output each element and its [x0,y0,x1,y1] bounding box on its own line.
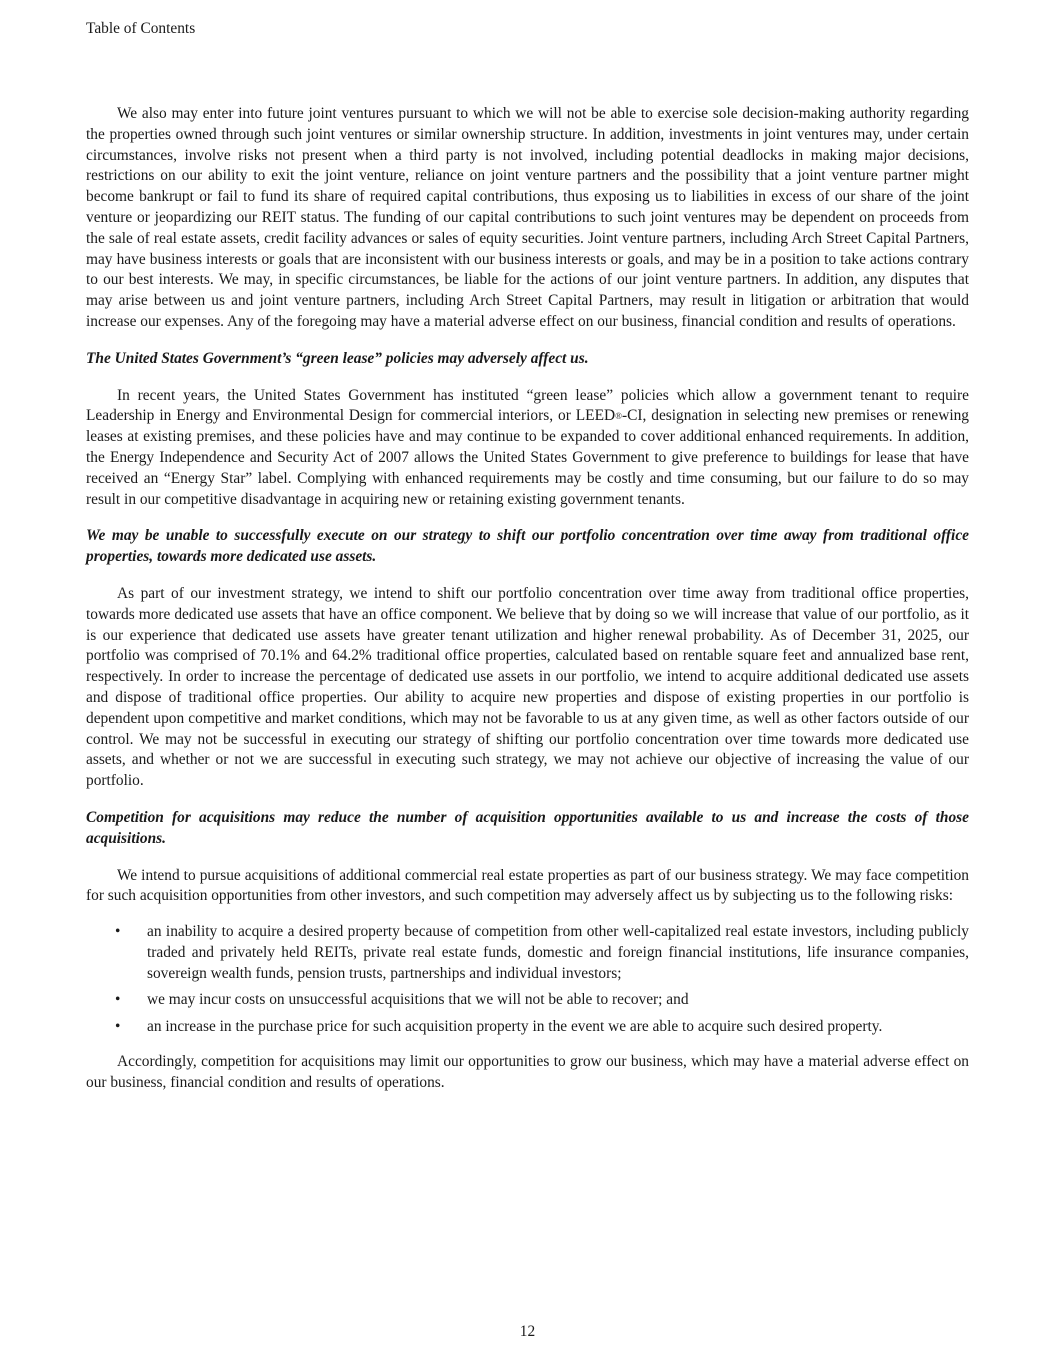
joint-ventures-paragraph: We also may enter into future joint ventures pursuant to which we will not be able to exercise sole decision-making authority regarding the properties owned through such joint ventures or similar ownership structure. In addition, investments in joint ventures may, under certain circumstances, involve risks not present when a third party is not involved, including potential deadlocks in making major decisions, restrictions on our ability to exit the joint venture, reliance on joint venture partners and the possibility that a joint venture partner might become bankrupt or fail to fund its share of required capital contributions, thus exposing us to liabilities in excess of our share of the joint venture or jeopardizing our REIT status. The funding of our capital contributions to such joint ventures may be dependent on proceeds from the sale of real estate assets, credit facility advances or sales of equity securities. Joint venture partners, including Arch Street Capital Partners, may have business interests or goals that are inconsistent with our business interests or goals, and may be in a position to take actions contrary to our best interests. We may, in specific circumstances, be liable for the actions of our joint venture partners. In addition, any disputes that may arise between us and joint venture partners, including Arch Street Capital Partners, may result in litigation or arbitration that would increase our expenses. Any of the foregoing may have a material adverse effect on our business, financial condition and results of operations. [86,105,969,330]
registered-mark: ® [615,411,622,422]
risk-text: an increase in the purchase price for such acquisition property in the event we are able to acquire such desired property. [147,1018,883,1036]
competition-heading: Competition for acquisitions may reduce the number of acquisition opportunities available to us and increase the costs of those acquisitions. [86,808,969,847]
risk-list-item [86,990,969,1011]
risk-list [86,922,969,1038]
portfolio-strategy-heading: We may be unable to successfully execute on our strategy to shift our portfolio concentration over time away from traditional office properties, towards more dedicated use assets. [86,527,969,566]
green-lease-text-a: In recent years, the United States Government has instituted “green lease” policies which allow a government tenant to require Leadership in Energy and Environmental Design for commercial interiors, or LEED [86,386,969,425]
table-of-contents-link[interactable]: Table of Contents [86,20,196,37]
risk-list-item [86,1017,969,1038]
page-number: 12 [519,1323,536,1340]
bullet-icon: • [115,1018,121,1036]
bullet-icon: • [115,991,121,1009]
competition-closing-paragraph: Accordingly, competition for acquisitions may limit our opportunities to grow our business, which may have a material adverse effect on our business, financial condition and results of operations. [86,1053,969,1091]
bullet-icon: • [115,923,121,941]
portfolio-strategy-paragraph: As part of our investment strategy, we intend to shift our portfolio concentration over time away from traditional office properties, towards more dedicated use assets that have an office component. We believe that by doing so we will increase that value of our portfolio, as it is our experience that dedicated use assets have greater tenant utilization and higher renewal probability. As of December 31, 2025, our portfolio was comprised of 70.1% and 64.2% traditional office properties, calculated based on rentable square feet and annualized base rent, respectively. In order to increase the percentage of dedicated use assets in our portfolio, we intend to acquire additional dedicated use assets and dispose of traditional office properties. Our ability to acquire new properties and dispose of existing properties in our portfolio is dependent upon competitive and market conditions, which may not be favorable to us at any given time, as well as other factors outside of our control. We may not be successful in executing our strategy of shifting our portfolio concentration over time towards more dedicated use assets, and whether or not we are successful in executing such strategy, we may not achieve our objective of increasing the value of our portfolio. [86,584,969,790]
risk-list-item [86,922,969,984]
document-body [86,104,969,1094]
risk-text: an inability to acquire a desired property because of competition from other well-capitalized real estate investors, including publicly traded and privately held REITs, private real estate funds, domestic and foreign financial institutions, life insurance companies, sovereign wealth funds, pension trusts, partnerships and individual investors; [147,923,969,982]
green-lease-paragraph [86,386,969,511]
competition-paragraph: We intend to pursue acquisitions of additional commercial real estate properties as part of our business strategy. We may face competition for such acquisition opportunities from other investors, and such competition may adversely affect us by subjecting us to the following risks: [86,866,969,905]
green-lease-text-b: -CI, designation in selecting new premises or renewing leases at existing premises, and these policies have and may continue to be expanded to cover additional enhanced requirements. In addition, the Energy Independence and Security Act of 2007 allows the United States Government to give preference to buildings for lease that have received an “Energy Star” label. Complying with enhanced requirements may be costly and time consuming, but our failure to do so may result in our competitive disadvantage in acquiring new or retaining existing government tenants. [86,407,969,508]
green-lease-heading: The United States Government’s “green lease” policies may adversely affect us. [86,349,589,367]
risk-text: we may incur costs on unsuccessful acquisitions that we will not be able to recover; and [147,991,689,1009]
